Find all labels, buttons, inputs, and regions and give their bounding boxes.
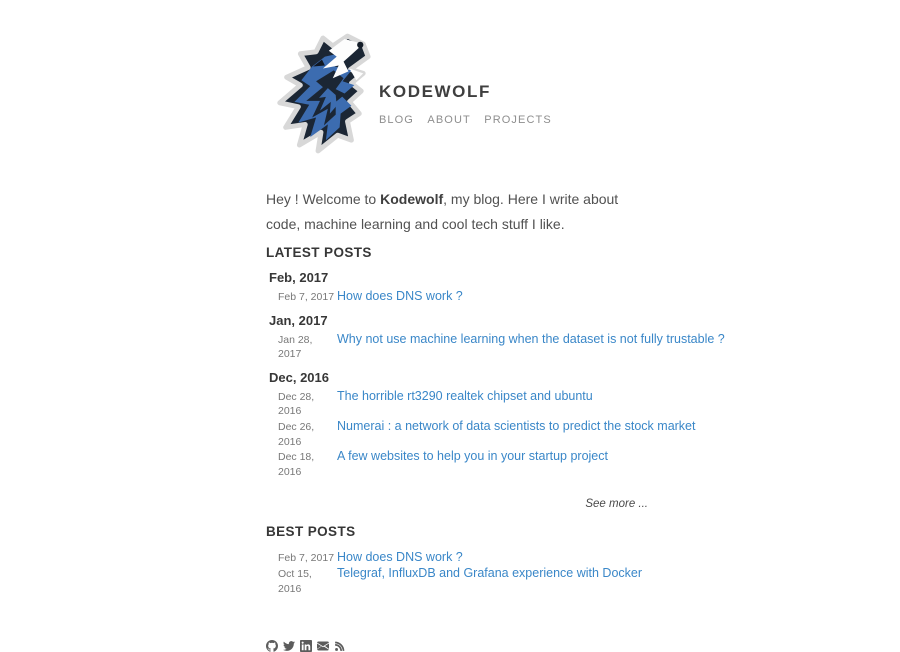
github-link[interactable]: [266, 640, 278, 652]
post-row: [266, 389, 648, 419]
post-row: [266, 331, 725, 362]
social-footer: [266, 640, 648, 652]
intro-after: , my blog. Here I write about code, machine learning and cool tech stuff I like.: [266, 191, 619, 232]
intro-before: Hey ! Welcome to: [266, 191, 381, 207]
nav-about[interactable]: ABOUT: [427, 114, 471, 126]
post-row: [266, 566, 648, 596]
see-more: [266, 494, 648, 512]
post-link[interactable]: The horrible rt3290 realtek chipset and ubuntu: [337, 388, 593, 403]
rss-icon: [334, 640, 346, 652]
nav-projects[interactable]: PROJECTS: [484, 114, 552, 126]
nav-blog[interactable]: BLOG: [379, 114, 414, 126]
month-label: Jan, 2017: [269, 312, 328, 328]
post-link[interactable]: Telegraf, InfluxDB and Grafana experience with Docker: [337, 565, 643, 580]
site-nav: [379, 110, 561, 128]
site-logo[interactable]: [266, 28, 374, 158]
month-label: Dec, 2016: [269, 369, 329, 385]
site-title[interactable]: KODEWOLF: [379, 82, 491, 101]
rss-link[interactable]: [334, 640, 346, 652]
post-row: [266, 449, 648, 479]
blog-homepage: [266, 28, 725, 652]
email-link[interactable]: [317, 640, 329, 652]
post-row: [266, 289, 648, 305]
best-posts-list: [266, 550, 648, 596]
post-date: Dec 28, 2016: [278, 390, 315, 418]
post-date: Oct 15, 2016: [278, 567, 312, 595]
month-label: Feb, 2017: [269, 270, 329, 285]
post-link[interactable]: How does DNS work ?: [337, 550, 463, 565]
twitter-link[interactable]: [283, 640, 295, 652]
intro-sitename: Kodewolf: [380, 191, 444, 207]
post-row: [266, 550, 648, 566]
linkedin-link[interactable]: [300, 640, 312, 652]
post-link[interactable]: A few websites to help you in your startup project: [337, 449, 608, 464]
post-group-feb-2017: [266, 271, 648, 305]
post-date: Jan 28, 2017: [278, 333, 313, 361]
post-date: Feb 7, 2017: [278, 552, 335, 565]
linkedin-icon: [300, 640, 312, 652]
post-row: [266, 418, 696, 449]
github-icon: [266, 640, 278, 652]
post-date: Dec 26, 2016: [278, 420, 315, 448]
wolf-logo-icon: [266, 28, 374, 158]
twitter-icon: [283, 640, 295, 652]
latest-posts-heading: LATEST POSTS: [266, 245, 372, 260]
email-icon: [317, 640, 329, 652]
post-link[interactable]: How does DNS work ?: [337, 289, 463, 303]
post-date: Dec 18, 2016: [278, 451, 315, 478]
best-posts-heading: BEST POSTS: [266, 524, 356, 540]
see-more-link[interactable]: See more ...: [585, 498, 648, 511]
post-group-dec-2016: [266, 369, 696, 480]
post-link[interactable]: Numerai : a network of data scientists to predict the stock market: [337, 418, 696, 433]
post-group-jan-2017: [266, 312, 725, 362]
post-date: Feb 7, 2017: [278, 291, 335, 303]
masthead: [266, 28, 648, 158]
post-link[interactable]: Why not use machine learning when the dataset is not fully trustable ?: [337, 331, 725, 346]
intro-text: [266, 187, 648, 237]
masthead-text: [379, 28, 561, 128]
